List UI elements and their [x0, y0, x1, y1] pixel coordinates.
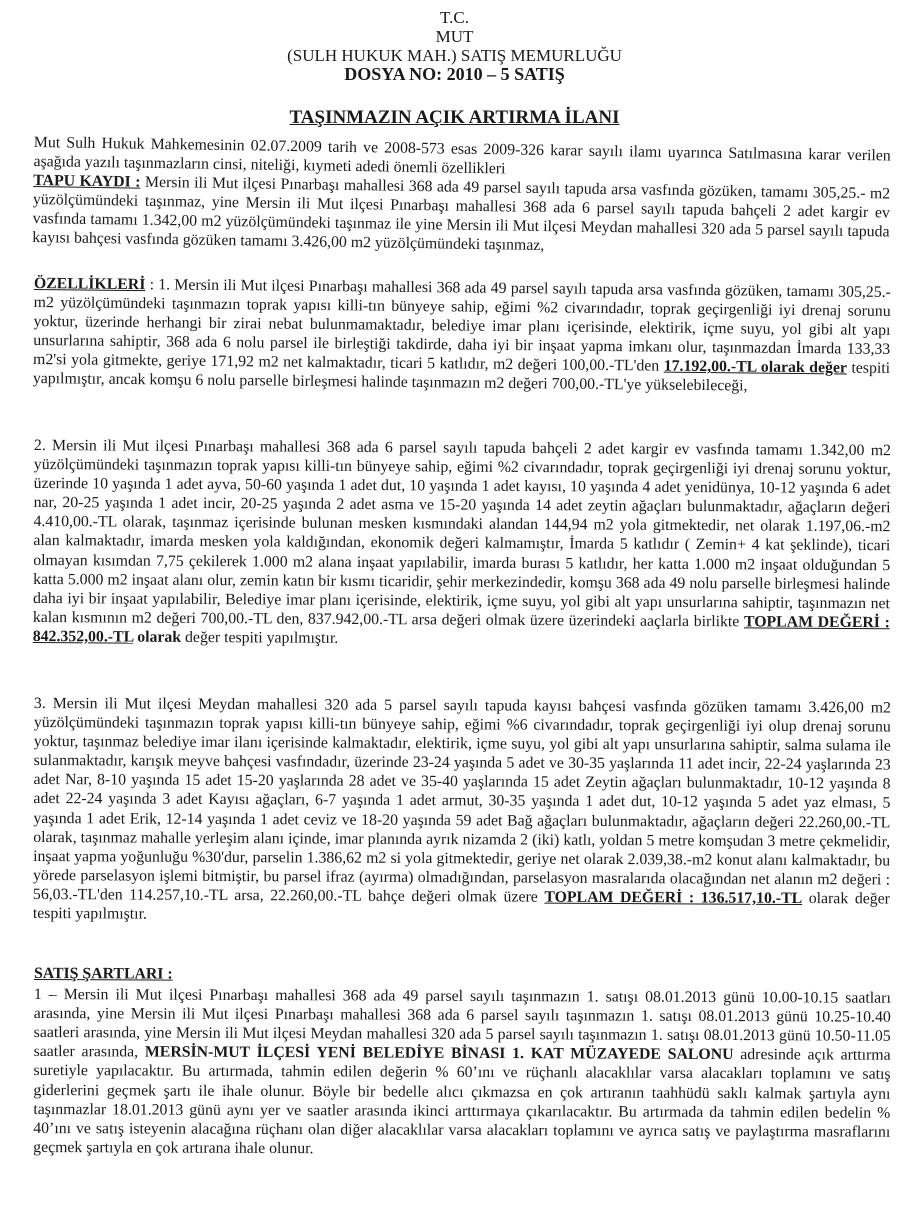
auction-address: MERSİN-MUT İLÇESİ YENİ BELEDİYE BİNASI 1. KAT MÜZAYEDE SALONU	[144, 1043, 734, 1064]
item2-text-b: değer tespiti yapılmıştır.	[181, 628, 339, 647]
item1-text-a: : 1. Mersin ili Mut ilçesi Pınarbaşı mahallesi 368 ada 49 parsel sayılı tapuda arsa vasfında gözüken, tamamı 305,25.- m2 yüzölçümündeki taşınmazın toprak yapısı killi-tın bünyeye sahip, eğimi %2 civarındadır, toprak geçirgenliği iyi drenaj sorunu yoktur, üzerinde herhangi bir zirai nebat bulunmamaktadır, belediye imar planı içerisinde, elektirik, içme suyu, yol gibi alt yapı unsurlarına sahiptir, 368 ada 6 nolu parsel ile birleştiği takdirde, daha iyi bir inşaat yapma imkanı olur, taşınmazdan İmarda 133,33 m2'si yola gitmekte, geriye 171,92 m2 net kalmaktadır, ticari 5 katlıdır, m2 değeri 100,00.-TL'den	[33, 276, 891, 375]
intro-text: Mut Sulh Hukuk Mahkemesinin 02.07.2009 tarih ve 2008-573 esas 2009-326 karar sayılı ilamı uyarınca Satılmasına karar verilen aşağıda yazılı taşınmazların cinsi, niteliği, kıymeti adedi önemli özellikleri	[33, 133, 891, 178]
header-tc: T.C.	[440, 8, 469, 27]
item1-text-b: tespiti yapılmıştır, ancak komşu 6 nolu parselle birleşmesi halinde taşınmazın m2 değeri 700,00.-TL'ye yükselebileceği,	[32, 359, 891, 395]
item3-total-value: TOPLAM DEĞERİ : 136.517,10.-TL	[544, 888, 803, 907]
tapu-label: TAPU KAYDI :	[33, 172, 141, 191]
tapu-paragraph	[32, 171, 890, 261]
document-header	[0, 8, 909, 84]
sale-conditions-heading: SATIŞ ŞARTLARI :	[33, 965, 173, 983]
item2-total-value: TOPLAM DEĞERİ : 842.352,00.-TL	[32, 613, 890, 646]
file-number: DOSYA NO: 2010 – 5 SATIŞ	[344, 64, 565, 84]
item3-section	[33, 694, 891, 928]
sale-conditions-text-b: adresinde açık arttırma suretiyle yapılacaktır. Bu artırmada, tahmin edilen değerin % 60’ını ve rüçhanlı alacaklılar varsa alacakları toplamını ve satış giderlerini geçmek şartı ile ihale olunur. Böyle bir bedelle alıcı çıkmazsa en çok artıranın taahhüdü saklı kalmak şartıyla aynı taşınmazlar 18.01.2013 günü aynı yer ve saatler arasında ikinci arttırmaya çıkarılacaktır. Bu artırmada da tahmin edilen bedelin % 40’ını ve satış isteyenin alacağına rüçhanı olan diğer alacaklılar varsa alacakları toplamını ve ayrıca satış ve paylaştırma masraflarını geçmek şartıyla en çok artırana ihale olunur.	[33, 1046, 891, 1158]
item1-value: 17.192,00.-TL olarak değer	[663, 357, 848, 377]
intro-section	[32, 133, 891, 261]
features-label: ÖZELLİKLERİ	[33, 274, 146, 294]
header-office: (SULH HUKUK MAH.) SATIŞ MEMURLUĞU	[287, 46, 622, 65]
tapu-text: Mersin ili Mut ilçesi Pınarbaşı mahallesi 368 ada 49 parsel sayılı tapuda arsa vasfında gözüken, tamamı 305,25.- m2 yüzölçümündeki taşınmaz, yine Mersin ili Mut ilçesi Pınarbaşı mahallesi 368 ada 6 parsel sayılı tapuda bahçeli 2 adet kargir ev vasfında tamamı 1.342,00 m2 yüzölçümündeki taşınmaz ile yine Mersin ili Mut ilçesi Meydan mahallesi 320 ada 5 parsel sayılı tapuda kayısı bahçesi vasfında gözüken tamamı 3.426,00 m2 yüzölçümündeki taşınmaz,	[32, 173, 891, 255]
item3-text-b: olarak değer tespiti yapılmıştır.	[32, 889, 890, 923]
features-section	[33, 274, 891, 398]
sale-conditions-paragraph	[33, 985, 891, 1161]
item2-paragraph	[33, 436, 891, 651]
sale-conditions-text-a: 1 – Mersin ili Mut ilçesi Pınarbaşı mahallesi 368 ada 49 parsel sayılı taşınmazın 1. satışı 08.01.2013 günü 10.00-10.15 saatları arasında, yine Mersin ili Mut ilçesi Pınarbaşı mahallesi 368 ada 6 parsel sayılı taşınmazın 1. satışı 08.01.2013 günü 10.25-10.40 saatleri arasında, yine Mersin ili Mut ilçesi Meydan mahallesi 320 ada 5 parsel sayılı taşınmazın 1. satışı 08.01.2013 günü 10.50-11.05 saatler arasında,	[33, 986, 891, 1061]
item2-text-a: 2. Mersin ili Mut ilçesi Pınarbaşı mahallesi 368 ada 6 parsel sayılı tapuda bahçeli 2 adet kargir ev vasfında tamamı 1.342,00 m2 yüzölçümündeki taşınmazın toprak yapısı killi-tın bünyeye sahip, eğimi %2 civarındadır, toprak geçirgenliği iyi drenaj sorunu yoktur, üzerinde 10 yaşında 1 adet ayva, 50-60 yaşında 1 adet dut, 10 yaşında 1 adet kayısı, 10 yaşında 4 adet yenidünya, 10-12 yaşında 6 adet nar, 20-25 yaşında 1 adet incir, 20-25 yaşında 2 adet asma ve 15-20 yaşında 14 adet zeytin ağaçları bulunmaktadır, ağaçların değeri 4.410,00.-TL olarak, taşınmaz içerisinde bulunan mesken kısmındaki alandan 144,94 m2 yola gitmektedir, net olarak 1.197,06.-m2 alan kalmaktadır, imarda mesken yola kaldığından, ekonomik değeri kalmamıştır, İmarda 5 katlıdır ( Zemin+ 4 kat şeklinde), ticari olmayan kısımdan 7,75 çekilerek 1.000 m2 alana inşaat yapılabilir, imarda burası 5 katlıdır, her katta 1.000 m2 inşaat olduğundan 5 katta 5.000 m2 inşaat alanı olur, zemin katın bir kısmı ticaridir, şehir merkezindedir, komşu 368 ada 49 nolu parselle birleşmesi halinde daha iyi bir inşaat yapılabilir, Belediye imar planı içerisinde, elektirik, içme suyu, yol gibi alt yapı unsurlarına sahiptir, taşınmazın net kalan kısmının m2 değeri 700,00.-TL den, 837.942,00.-TL arsa değeri olmak üzere üzerindeki aaçlarla birlikte	[32, 436, 891, 631]
item3-paragraph	[33, 694, 891, 928]
item2-section	[33, 436, 891, 651]
header-mut: MUT	[435, 27, 474, 46]
item2-olarak: olarak	[133, 628, 182, 646]
item1-paragraph	[33, 274, 891, 398]
notice-title: TAŞINMAZIN AÇIK ARTIRMA İLANI	[289, 107, 620, 128]
sale-conditions-section	[33, 964, 891, 1161]
item3-text-a: 3. Mersin ili Mut ilçesi Meydan mahallesi 320 ada 5 parsel sayılı tapuda kayısı bahçesi vasfında gözüken tamamı 3.426,00 m2 yüzölçümündeki taşınmazın toprak yapısı killi-tın bünyeye sahip, eğimi %6 civarındadır, toprak geçirgenliği iyi olup drenaj sorunu yoktur, taşınmaz belediye imar ilanı içerisinde kalmaktadır, elektirik, içme suyu, yol gibi alt yapı unsurlarına sahiptir, salma sulama ile sulanmaktadır, karışık meyve bahçesi vasfındadır, üzerinde 23-24 yaşında 5 adet ve 30-35 yaşlarında 11 adet incir, 22-24 yaşlarında 23 adet Nar, 8-10 yaşında 15 adet 15-20 yaşlarında 28 adet ve 35-40 yaşlarında 15 adet Zeytin ağaçları bulunmaktadır, 10-12 yaşında 8 adet 22-24 yaşında 3 adet Kayısı ağaçları, 6-7 yaşında 1 adet armut, 30-35 yaşında 1 adet dut, 10-12 yaşında 5 adet yaz elması, 5 yaşında 1 adet Erik, 12-14 yaşında 1 adet ceviz ve 18-20 yaşında 59 adet Bağ ağaçları bulunmaktadır, ağaçların değeri 22.260,00.-TL olarak, taşınmaz mahalle yerleşim alanı içinde, imar planında ayrık nizamda 2 (iki) katlı, yoldan 5 metre komşudan 3 metre çekmelidir, inşaat yapma yoğunluğu %30'dur, parselin 1.386,62 m2 si yola gitmektedir, geriye net olarak 2.039,38.-m2 konut alanı kalmaktadır, bu yörede parselasyon işlemi bitmiştir, bu parsel ifraz (ayırma) olmadığından, parselasyon masralarıda olacağından net alanın m2 değeri : 56,03.-TL'den 114.257,10.-TL arsa, 22.260,00.-TL bahçe değeri olmak üzere	[32, 695, 891, 906]
